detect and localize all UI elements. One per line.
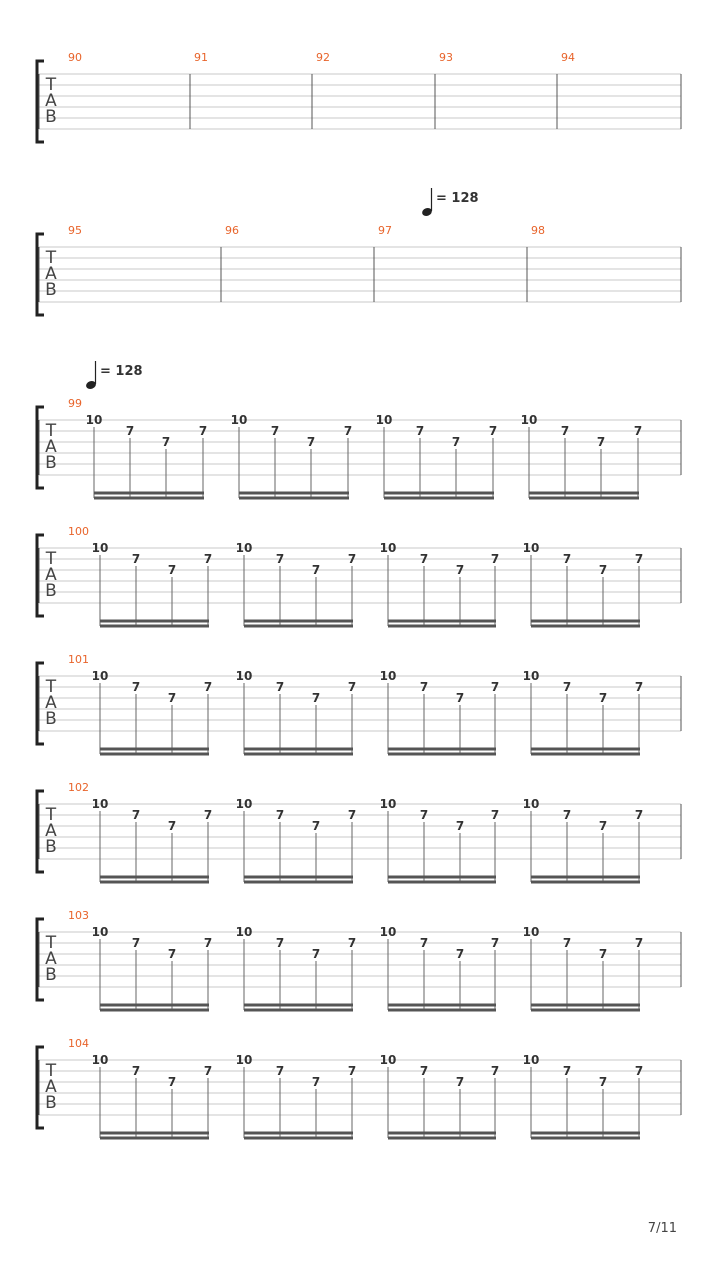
tempo-marking (421, 188, 479, 217)
system-bracket (37, 535, 44, 616)
fret-number: 7 (198, 424, 208, 438)
fret-number: 7 (343, 424, 353, 438)
fret-number: 10 (91, 925, 109, 939)
tab-clef-letter: A (45, 264, 57, 284)
fret-number: 7 (419, 808, 429, 822)
tab-clef-letter: A (45, 565, 57, 585)
beam (531, 753, 640, 756)
fret-number: 7 (167, 819, 177, 833)
fret-number: 10 (91, 797, 109, 811)
tab-clef-letter: A (45, 91, 57, 111)
fret-number: 7 (167, 947, 177, 961)
beam (244, 625, 353, 628)
beam (100, 876, 209, 879)
system-bracket (37, 1047, 44, 1128)
fret-number: 7 (634, 680, 644, 694)
beam (388, 1004, 496, 1007)
fret-number: 7 (347, 680, 357, 694)
tab-clef-letter: B (45, 107, 57, 127)
fret-number: 7 (562, 808, 572, 822)
measure-number: 101 (68, 653, 89, 666)
fret-number: 7 (203, 552, 213, 566)
system-bracket (37, 919, 44, 1000)
beam (388, 748, 496, 751)
tab-system (37, 1037, 681, 1140)
tab-clef-letter: B (45, 280, 57, 300)
beam (100, 1004, 209, 1007)
fret-number: 7 (455, 691, 465, 705)
fret-number: 7 (275, 808, 285, 822)
fret-number: 7 (311, 947, 321, 961)
fret-number: 7 (347, 1064, 357, 1078)
fret-number: 10 (235, 541, 253, 555)
beam (244, 1137, 353, 1140)
measure-number: 95 (68, 224, 82, 237)
beam (100, 748, 209, 751)
fret-number: 7 (419, 936, 429, 950)
measure-number: 93 (439, 51, 453, 64)
beam (244, 1009, 353, 1012)
beam (388, 620, 496, 623)
tab-system (37, 51, 681, 142)
fret-number: 7 (131, 1064, 141, 1078)
tab-clef-letter: A (45, 949, 57, 969)
beam (531, 1137, 640, 1140)
fret-number: 7 (275, 1064, 285, 1078)
fret-number: 7 (562, 680, 572, 694)
fret-number: 7 (275, 936, 285, 950)
fret-number: 10 (235, 925, 253, 939)
fret-number: 7 (311, 1075, 321, 1089)
beam (384, 492, 494, 495)
measure-number: 92 (316, 51, 330, 64)
fret-number: 7 (203, 680, 213, 694)
system-bracket (37, 61, 44, 142)
fret-number: 10 (91, 669, 109, 683)
fret-number: 7 (490, 1064, 500, 1078)
fret-number: 10 (379, 541, 397, 555)
fret-number: 7 (419, 552, 429, 566)
fret-number: 7 (167, 563, 177, 577)
beam (388, 753, 496, 756)
beam (531, 881, 640, 884)
beam (531, 748, 640, 751)
fret-number: 10 (230, 413, 248, 427)
fret-number: 10 (379, 797, 397, 811)
tab-system (37, 525, 681, 628)
beam (388, 625, 496, 628)
fret-number: 7 (490, 552, 500, 566)
fret-number: 10 (522, 1053, 540, 1067)
tab-system (37, 397, 681, 500)
beam (531, 1132, 640, 1135)
beam (94, 497, 204, 500)
fret-number: 7 (347, 936, 357, 950)
beam (244, 881, 353, 884)
fret-number: 10 (235, 797, 253, 811)
beam (244, 1004, 353, 1007)
fret-number: 10 (522, 541, 540, 555)
fret-number: 10 (379, 669, 397, 683)
fret-number: 10 (235, 1053, 253, 1067)
beam (94, 492, 204, 495)
fret-number: 7 (203, 936, 213, 950)
fret-number: 7 (455, 819, 465, 833)
fret-number: 7 (562, 936, 572, 950)
measure-number: 91 (194, 51, 208, 64)
tab-clef-letter: B (45, 453, 57, 473)
fret-number: 7 (490, 680, 500, 694)
tab-clef-letter: B (45, 709, 57, 729)
fret-number: 7 (455, 947, 465, 961)
fret-number: 10 (379, 1053, 397, 1067)
fret-number: 7 (306, 435, 316, 449)
measure-number: 96 (225, 224, 239, 237)
fret-number: 7 (634, 936, 644, 950)
tab-clef-letter: T (45, 805, 57, 825)
fret-number: 10 (91, 541, 109, 555)
page-number: 7/11 (647, 1221, 677, 1236)
measure-number: 99 (68, 397, 82, 410)
fret-number: 10 (522, 925, 540, 939)
beam (531, 625, 640, 628)
fret-number: 7 (311, 819, 321, 833)
fret-number: 7 (311, 563, 321, 577)
tab-clef-letter: T (45, 248, 57, 268)
tempo-marking (85, 361, 143, 390)
tab-system (37, 653, 681, 756)
beam (388, 1137, 496, 1140)
beam (100, 1132, 209, 1135)
measure-number: 98 (531, 224, 545, 237)
measure-number: 94 (561, 51, 575, 64)
fret-number: 10 (235, 669, 253, 683)
beam (384, 497, 494, 500)
measure-number: 104 (68, 1037, 89, 1050)
fret-number: 7 (598, 1075, 608, 1089)
tab-clef-letter: B (45, 965, 57, 985)
tab-clef-letter: A (45, 821, 57, 841)
fret-number: 7 (131, 936, 141, 950)
fret-number: 10 (522, 797, 540, 811)
fret-number: 7 (455, 1075, 465, 1089)
measure-number: 102 (68, 781, 89, 794)
beam (388, 881, 496, 884)
fret-number: 10 (520, 413, 538, 427)
fret-number: 7 (131, 680, 141, 694)
fret-number: 7 (451, 435, 461, 449)
tab-clef-letter: B (45, 837, 57, 857)
fret-number: 7 (490, 936, 500, 950)
fret-number: 7 (347, 552, 357, 566)
tab-clef-letter: T (45, 933, 57, 953)
system-bracket (37, 663, 44, 744)
beam (100, 1137, 209, 1140)
beam (100, 625, 209, 628)
fret-number: 7 (275, 552, 285, 566)
fret-number: 7 (598, 819, 608, 833)
tab-system (37, 781, 681, 884)
fret-number: 7 (634, 808, 644, 822)
fret-number: 7 (419, 1064, 429, 1078)
beam (531, 1009, 640, 1012)
fret-number: 7 (598, 691, 608, 705)
fret-number: 7 (167, 1075, 177, 1089)
fret-number: 7 (633, 424, 643, 438)
fret-number: 7 (634, 552, 644, 566)
beam (388, 1009, 496, 1012)
fret-number: 10 (522, 669, 540, 683)
fret-number: 7 (203, 808, 213, 822)
fret-number: 7 (596, 435, 606, 449)
fret-number: 10 (375, 413, 393, 427)
fret-number: 7 (598, 947, 608, 961)
beam (244, 876, 353, 879)
fret-number: 7 (131, 808, 141, 822)
beam (100, 620, 209, 623)
tab-clef-letter: T (45, 677, 57, 697)
beam (100, 753, 209, 756)
tab-clef-letter: B (45, 1093, 57, 1113)
tab-system (37, 224, 681, 315)
system-bracket (37, 791, 44, 872)
beam (388, 1132, 496, 1135)
beam (531, 620, 640, 623)
fret-number: 7 (203, 1064, 213, 1078)
system-bracket (37, 234, 44, 315)
fret-number: 7 (125, 424, 135, 438)
fret-number: 7 (560, 424, 570, 438)
fret-number: 7 (347, 808, 357, 822)
fret-number: 10 (85, 413, 103, 427)
measure-number: 97 (378, 224, 392, 237)
beam (529, 497, 639, 500)
measure-number: 103 (68, 909, 89, 922)
tab-clef-letter: A (45, 437, 57, 457)
measure-number: 90 (68, 51, 82, 64)
beam (239, 497, 349, 500)
fret-number: 7 (311, 691, 321, 705)
beam (388, 876, 496, 879)
beam (100, 881, 209, 884)
fret-number: 7 (488, 424, 498, 438)
tab-clef-letter: A (45, 1077, 57, 1097)
fret-number: 7 (490, 808, 500, 822)
fret-number: 10 (91, 1053, 109, 1067)
tab-clef-letter: T (45, 549, 57, 569)
fret-number: 7 (455, 563, 465, 577)
measure-number: 100 (68, 525, 89, 538)
beam (529, 492, 639, 495)
fret-number: 7 (131, 552, 141, 566)
beam (244, 620, 353, 623)
tab-clef-letter: T (45, 75, 57, 95)
fret-number: 7 (270, 424, 280, 438)
fret-number: 7 (562, 1064, 572, 1078)
fret-number: 7 (634, 1064, 644, 1078)
beam (100, 1009, 209, 1012)
fret-number: 7 (598, 563, 608, 577)
beam (531, 876, 640, 879)
fret-number: 7 (419, 680, 429, 694)
fret-number: 7 (167, 691, 177, 705)
fret-number: 7 (275, 680, 285, 694)
tempo-label: = 128 (436, 191, 479, 206)
beam (244, 753, 353, 756)
tab-clef-letter: T (45, 421, 57, 441)
fret-number: 7 (562, 552, 572, 566)
beam (244, 748, 353, 751)
beam (239, 492, 349, 495)
tempo-label: = 128 (100, 364, 143, 379)
beam (244, 1132, 353, 1135)
tab-clef-letter: T (45, 1061, 57, 1081)
system-bracket (37, 407, 44, 488)
tab-clef-letter: B (45, 581, 57, 601)
fret-number: 10 (379, 925, 397, 939)
tab-system (37, 909, 681, 1012)
fret-number: 7 (415, 424, 425, 438)
tab-clef-letter: A (45, 693, 57, 713)
beam (531, 1004, 640, 1007)
fret-number: 7 (161, 435, 171, 449)
